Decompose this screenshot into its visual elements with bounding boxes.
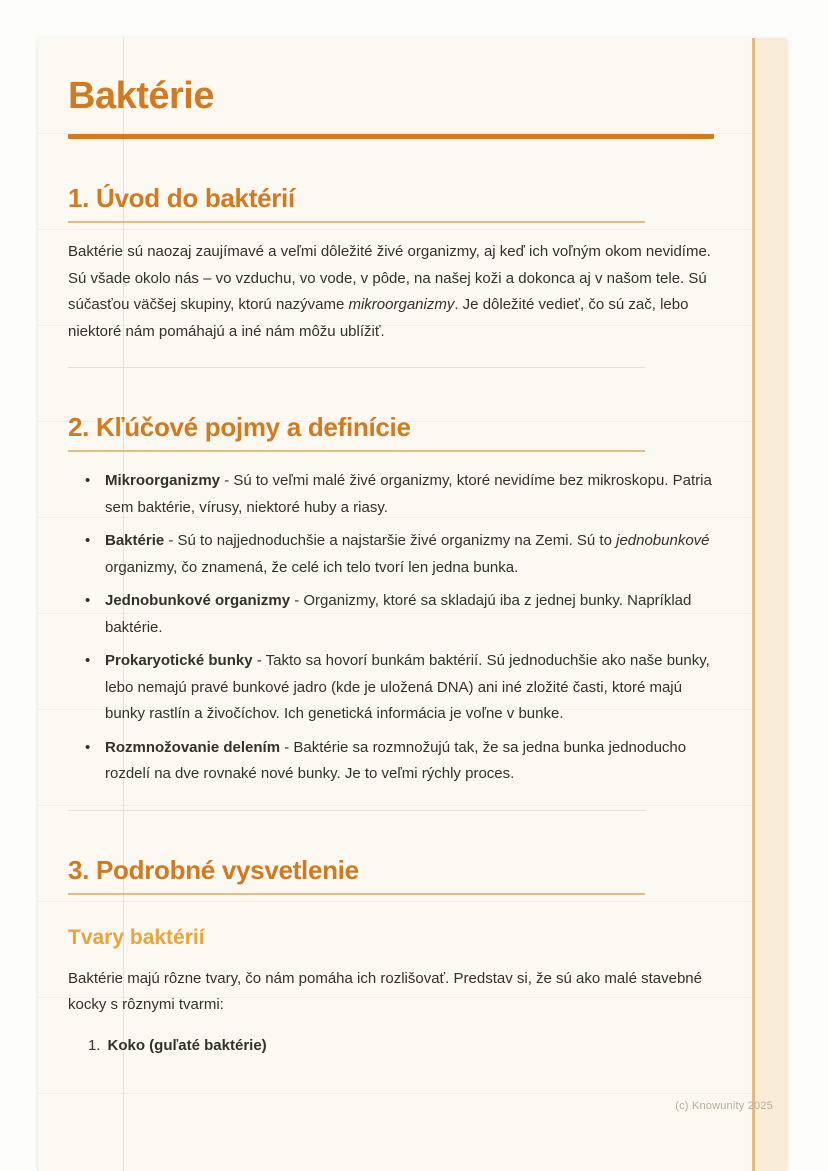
terms-list bbox=[68, 468, 718, 788]
numbered-item bbox=[88, 1033, 718, 1060]
list-item: • Mikroorganizmy - Sú to veľmi malé živé organizmy, ktoré nevidíme bez mikroskopu. Patria sem baktérie, vírusy, niektoré huby a riasy. bbox=[105, 468, 718, 521]
item-number: 1. bbox=[88, 1036, 101, 1054]
section-details bbox=[68, 854, 702, 1060]
document-page bbox=[38, 38, 787, 1171]
shapes-paragraph: Baktérie majú rôzne tvary, čo nám pomáha ich rozlišovať. Predstav si, že sú ako malé stavebné kocky s rôznymi tvarmi: bbox=[68, 969, 702, 1013]
section-intro bbox=[68, 183, 711, 345]
item-text: Koko (guľaté baktérie) bbox=[107, 1036, 267, 1054]
list-item: • Jednobunkové organizmy - Organizmy, ktoré sa skladajú iba z jednej bunky. Napríklad baktérie. bbox=[105, 588, 718, 641]
list-item: • Baktérie - Sú to najjednoduchšie a najstaršie živé organizmy na Zemi. Sú to jednobunkové organizmy, čo znamená, že celé ich telo tvorí len jedna bunka. bbox=[105, 528, 718, 581]
list-item: • Prokaryotické bunky - Takto sa hovorí bunkám baktérií. Sú jednoduchšie ako naše bunky, lebo nemajú pravé bunkové jadro (kde je uložená DNA) ani iné zložité časti, ktoré majú bunky rastlín a živočíchov. Ich genetická informácia je voľne v bunke. bbox=[105, 648, 718, 728]
list-item: • Rozmnožovanie delením - Baktérie sa rozmnožujú tak, že sa jedna bunka jednoducho rozdelí na dve rovnaké nové bunky. Je to veľmi rýchly proces. bbox=[105, 735, 718, 788]
watermark: (c) Knowunity 2025 bbox=[675, 1100, 773, 1112]
page-edge-strip bbox=[752, 38, 787, 1171]
title-rule bbox=[68, 134, 714, 139]
section-3-heading: 3. Podrobné vysvetlenie bbox=[68, 855, 688, 895]
document-content bbox=[38, 38, 752, 1059]
section-2-heading: 2. Kľúčové pojmy a definície bbox=[68, 412, 688, 452]
section-1-heading: 1. Úvod do baktérií bbox=[68, 183, 688, 223]
intro-paragraph: Baktérie sú naozaj zaujímavé a veľmi dôležité živé organizmy, aj keď ich voľným okom nevidíme. Sú všade okolo nás – vo vzduchu, vo vode, v pôde, na našej koži a dokonca aj v našom tele. Sú súčasťou väčšej skupiny, ktorú nazývame mikroorganizmy. Je dôležité vedieť, čo sú zač, lebo niektoré nám pomáhajú a iné nám môžu ublížiť. bbox=[68, 243, 711, 340]
shapes-list bbox=[68, 1033, 718, 1060]
section-divider bbox=[68, 810, 645, 811]
subsection-heading: Tvary baktérií bbox=[68, 925, 205, 949]
section-divider bbox=[68, 367, 645, 368]
section-key-terms bbox=[68, 412, 712, 788]
page-title: Baktérie bbox=[68, 75, 214, 117]
